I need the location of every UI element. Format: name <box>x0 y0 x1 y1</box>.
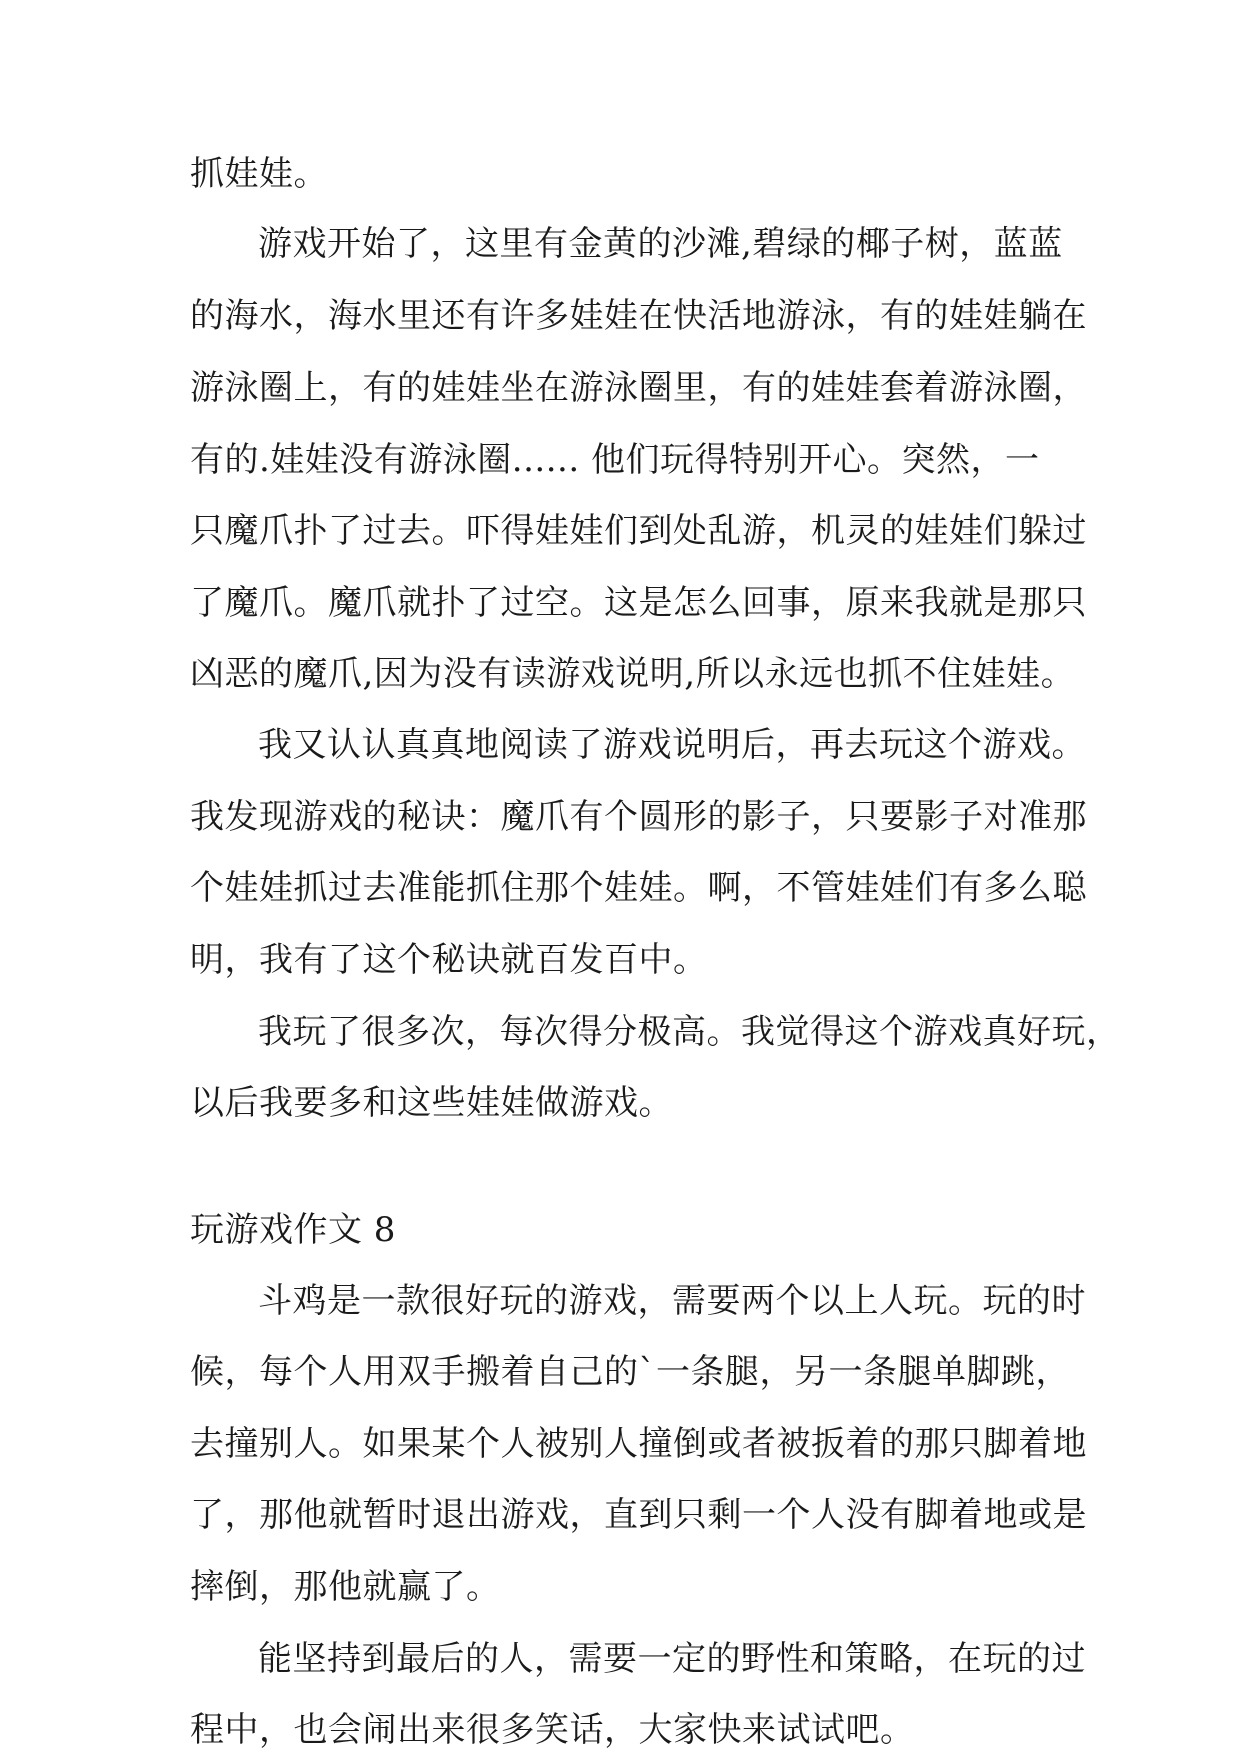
text-line: 程中，也会闹出来很多笑话，大家快来试试吧。 <box>190 1710 915 1750</box>
text-line: 我发现游戏的秘诀：魔爪有个圆形的影子，只要影子对准那 <box>190 797 1087 837</box>
text-line: 个娃娃抓过去准能抓住那个娃娃。啊，不管娃娃们有多么聪 <box>190 868 1087 908</box>
text-line: 的海水，海水里还有许多娃娃在快活地游泳，有的娃娃躺在 <box>190 296 1087 336</box>
text-line: 游泳圈上，有的娃娃坐在游泳圈里，有的娃娃套着游泳圈， <box>190 368 1087 408</box>
text-line: 了，那他就暂时退出游戏，直到只剩一个人没有脚着地或是 <box>190 1495 1087 1535</box>
paragraph-start-line: 能坚持到最后的人，需要一定的野性和策略，在玩的过 <box>258 1639 1086 1679</box>
text-line: 摔倒，那他就赢了。 <box>190 1567 501 1607</box>
text-line: 候，每个人用双手搬着自己的`一条腿，另一条腿单脚跳， <box>190 1352 1070 1392</box>
paragraph-start-line: 我又认认真真地阅读了游戏说明后，再去玩这个游戏。 <box>258 725 1086 765</box>
text-line: 以后我要多和这些娃娃做游戏。 <box>190 1083 673 1123</box>
text-line: 去撞别人。如果某个人被别人撞倒或者被扳着的那只脚着地 <box>190 1424 1087 1464</box>
text-line: 抓娃娃。 <box>190 154 328 194</box>
paragraph-start-line: 斗鸡是一款很好玩的游戏，需要两个以上人玩。玩的时 <box>258 1281 1086 1321</box>
text-line: 有的.娃娃没有游泳圈...... 他们玩得特别开心。突然，一 <box>190 440 1040 480</box>
text-line: 了魔爪。魔爪就扑了过空。这是怎么回事，原来我就是那只 <box>190 583 1087 623</box>
paragraph-start-line: 我玩了很多次，每次得分极高。我觉得这个游戏真好玩， <box>258 1012 1121 1052</box>
text-line: 只魔爪扑了过去。吓得娃娃们到处乱游，机灵的娃娃们躲过 <box>190 511 1087 551</box>
text-line: 明，我有了这个秘诀就百发百中。 <box>190 940 708 980</box>
paragraph-start-line: 游戏开始了，这里有金黄的沙滩,碧绿的椰子树，蓝蓝 <box>258 224 1063 264</box>
section-heading: 玩游戏作文 8 <box>190 1210 396 1250</box>
text-line: 凶恶的魔爪,因为没有读游戏说明,所以永远也抓不住娃娃。 <box>190 654 1076 694</box>
